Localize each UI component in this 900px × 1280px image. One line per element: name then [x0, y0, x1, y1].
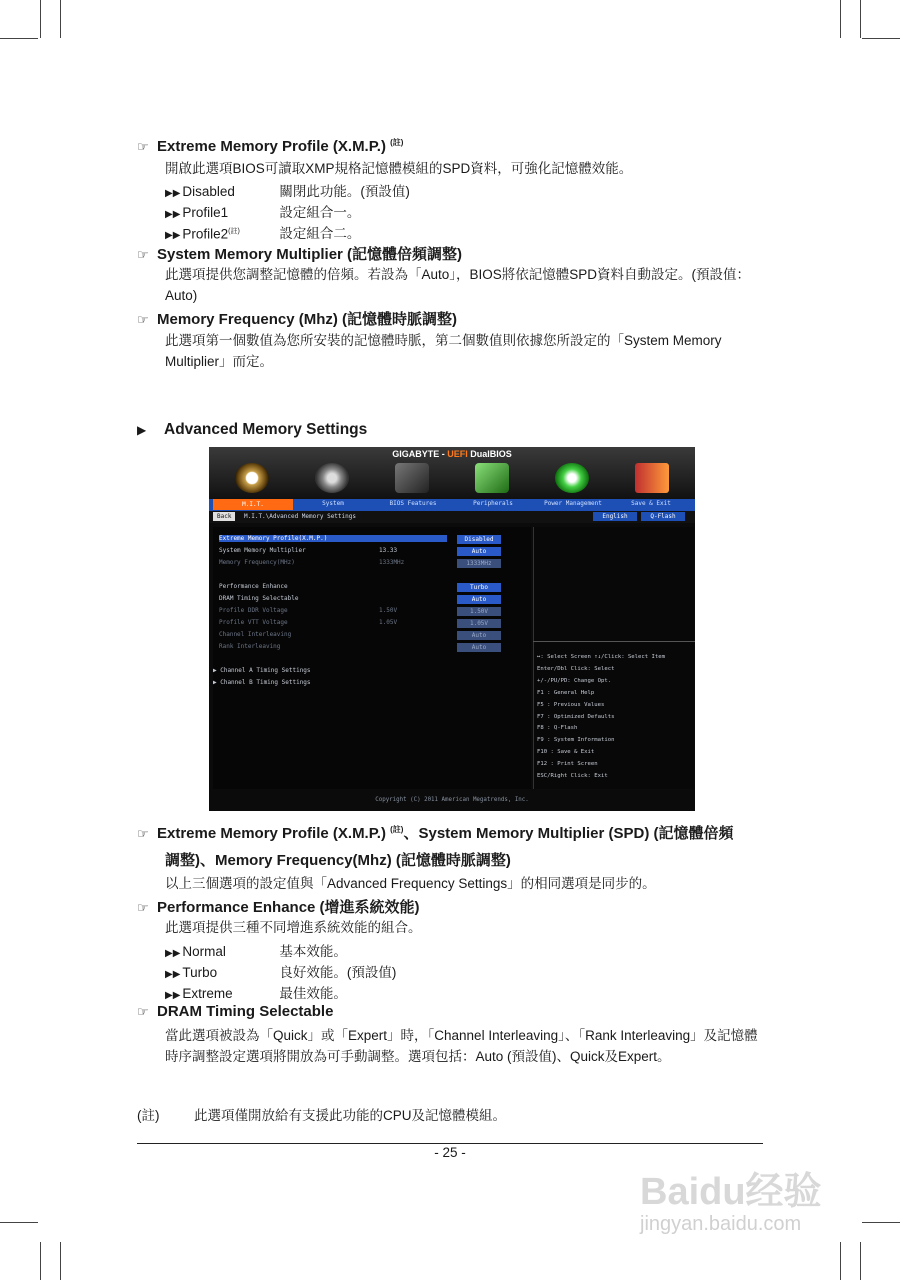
double-arrow-icon: ▶▶ — [165, 230, 181, 241]
bios-setting-button[interactable]: Turbo — [457, 583, 501, 592]
help-line: F7 : Optimized Defaults — [537, 713, 615, 720]
double-arrow-icon: ▶▶ — [165, 948, 181, 959]
crop-mark — [40, 0, 41, 38]
help-line: F9 : System Information — [537, 737, 615, 744]
note-text: 此選項僅開放給有支援此功能的CPU及記憶體模組。 — [194, 1108, 507, 1123]
crop-mark — [860, 0, 861, 38]
section-heading-xmp: ☞ Extreme Memory Profile (X.M.P.) $^{(註)}$ — [137, 138, 404, 155]
section-heading-performance: ☞ Performance Enhance (增進系統效能) — [137, 899, 420, 916]
language-button[interactable]: English — [593, 512, 637, 521]
bios-setting-value: 1333MHz — [379, 559, 405, 566]
breadcrumb — [209, 511, 695, 523]
bios-setting-label[interactable]: DRAM Timing Selectable — [219, 595, 299, 602]
crop-mark — [840, 1242, 841, 1280]
option-row: ▶▶ Extreme 最佳效能。 — [165, 986, 347, 1001]
option-row: ▶▶ Disabled 關閉此功能。(預設值) — [165, 184, 410, 199]
bios-setting-button[interactable]: Disabled — [457, 535, 501, 544]
exit-door-icon[interactable] — [635, 463, 669, 493]
triangle-right-icon: ▶ — [137, 423, 147, 437]
bios-setting-button[interactable]: Auto — [457, 595, 501, 604]
pointing-hand-icon: ☞ — [137, 1004, 149, 1019]
section-heading-dram: ☞ DRAM Timing Selectable — [137, 1003, 334, 1020]
pointing-hand-icon: ☞ — [137, 247, 149, 262]
bios-setting-label[interactable]: Memory Frequency(MHz) — [219, 559, 295, 566]
help-line: Enter/Dbl Click: Select — [537, 665, 615, 672]
help-line: +/-/PU/PD: Change Opt. — [537, 677, 612, 684]
peripherals-icon[interactable] — [475, 463, 509, 493]
bios-setting-button[interactable]: Auto — [457, 547, 501, 556]
option-row: ▶▶ Turbo 良好效能。(預設值) — [165, 965, 397, 980]
section-heading-frequency: ☞ Memory Frequency (Mhz) (記憶體時脈調整) — [137, 311, 458, 328]
pointing-hand-icon: ☞ — [137, 312, 149, 327]
double-arrow-icon: ▶▶ — [165, 209, 181, 220]
crop-mark — [862, 1222, 900, 1223]
bios-setting-value: 13.33 — [379, 547, 398, 554]
section-heading-combo-cont: 調整)、Memory Frequency(Mhz) (記憶體時脈調整) — [165, 852, 511, 869]
advanced-title: ▶ Advanced Memory Settings — [137, 421, 368, 438]
pointing-hand-icon: ☞ — [137, 900, 149, 915]
back-button[interactable]: Back — [213, 512, 235, 521]
q-flash-button[interactable]: Q-Flash — [641, 512, 685, 521]
bios-setting-label[interactable]: Channel Interleaving — [219, 631, 292, 638]
help-line: F5 : Previous Values — [537, 701, 605, 708]
crop-mark — [0, 1222, 38, 1223]
double-arrow-icon: ▶▶ — [165, 969, 181, 980]
power-icon[interactable] — [555, 463, 589, 493]
page-number: - 25 - — [434, 1145, 466, 1160]
watermark-logo: Baidu经验 — [640, 1171, 822, 1213]
section-heading-combo: ☞ Extreme Memory Profile (X.M.P.) $^{(註)}$、System Memory Multiplier (SPD) (記憶體倍頻 — [137, 825, 734, 842]
bios-setting-button[interactable]: 1.50V — [457, 607, 501, 616]
double-arrow-icon: ▶▶ — [165, 188, 181, 199]
bios-setting-value: 1.05V — [379, 619, 398, 626]
crop-mark — [60, 0, 61, 38]
performance-description: 此選項提供三種不同增進系統效能的組合。 — [165, 920, 422, 935]
watermark-url: jingyan.baidu.com — [640, 1213, 802, 1235]
crop-mark — [862, 38, 900, 39]
crop-mark — [60, 1242, 61, 1280]
bios-submenu-link[interactable]: ▶ Channel B Timing Settings — [213, 679, 311, 686]
pointing-hand-icon: ☞ — [137, 139, 149, 154]
bios-setting-button[interactable]: Auto — [457, 643, 501, 652]
crop-mark — [0, 38, 38, 39]
pointing-hand-icon: ☞ — [137, 826, 149, 841]
tab-peripherals[interactable]: Peripherals — [473, 500, 513, 507]
double-arrow-icon: ▶▶ — [165, 990, 181, 1001]
settings-panel — [213, 527, 531, 789]
help-line: F12 : Print Screen — [537, 761, 598, 768]
multiplier-description: 此選項提供您調整記憶體的倍頻。若設為「Auto」，BIOS將依記憶體SPD資料自動設定。(預設值：Auto) — [165, 267, 751, 303]
note-label: (註) — [137, 1108, 160, 1123]
bios-screenshot — [209, 447, 695, 811]
gears-icon[interactable] — [315, 463, 349, 493]
bios-setting-button[interactable]: 1333MHz — [457, 559, 501, 568]
frequency-description: 此選項第一個數值為您所安裝的記憶體時脈，第二個數值則依據您所設定的「System Memory Multiplier」而定。 — [165, 333, 722, 369]
xmp-description: 開啟此選項BIOS可讀取XMP規格記憶體模組的SPD資料，可強化記憶體效能。 — [165, 161, 633, 176]
help-line: F10 : Save & Exit — [537, 749, 595, 756]
chip-icon[interactable] — [395, 463, 429, 493]
bios-setting-label[interactable]: Profile VTT Voltage — [219, 619, 288, 626]
breadcrumb-path: M.I.T.\Advanced Memory Settings — [244, 513, 356, 520]
option-row: ▶▶ Normal 基本效能。 — [165, 944, 347, 959]
bios-setting-label[interactable]: Extreme Memory Profile(X.M.P.) — [219, 535, 447, 542]
bios-setting-button[interactable]: Auto — [457, 631, 501, 640]
bios-brand: GIGABYTE - UEFI DualBIOS — [392, 449, 512, 459]
section-heading-multiplier: ☞ System Memory Multiplier (記憶體倍頻調整) — [137, 246, 463, 263]
bios-setting-label[interactable]: System Memory Multiplier — [219, 547, 306, 554]
help-line: ESC/Right Click: Exit — [537, 773, 608, 779]
bios-setting-label[interactable]: Performance Enhance — [219, 583, 288, 590]
tab-save-exit[interactable]: Save & Exit — [631, 500, 671, 507]
help-line: F1 : General Help — [537, 689, 595, 696]
dram-description: 當此選項被設為「Quick」或「Expert」時，「Channel Interleaving」、「Rank Interleaving」及記憶體時序調整設定選項將開放為可手動調整。選項包括：Auto (預設值)、Quick及Expert。 — [165, 1028, 758, 1064]
crop-mark — [840, 0, 841, 38]
combo-description: 以上三個選項的設定值與「Advanced Frequency Settings」的相同選項是同步的。 — [165, 876, 656, 891]
footer-rule — [137, 1143, 763, 1144]
tab-mit[interactable]: M.I.T. — [213, 499, 293, 510]
tab-bios-features[interactable]: BIOS Features — [389, 500, 437, 507]
bios-tab-bar — [209, 499, 695, 511]
bios-setting-button[interactable]: 1.05V — [457, 619, 501, 628]
bios-setting-label[interactable]: Profile DDR Voltage — [219, 607, 288, 614]
option-row: ▶▶ Profile1 設定組合一。 — [165, 205, 361, 220]
help-line: ↔: Select Screen ↑↓/Click: Select Item — [537, 654, 665, 660]
option-row: ▶▶ $Profile2^{(註)}$ 設定組合二。 — [165, 226, 361, 241]
divider — [533, 641, 695, 642]
tab-power-management[interactable]: Power Management — [544, 500, 602, 507]
crop-mark — [860, 1242, 861, 1280]
help-line: F8 : Q-Flash — [537, 725, 578, 732]
bios-submenu-link[interactable]: ▶ Channel A Timing Settings — [213, 667, 311, 674]
bios-setting-label[interactable]: Rank Interleaving — [219, 643, 281, 650]
tab-system[interactable]: System — [322, 500, 344, 507]
bios-setting-value: 1.50V — [379, 607, 398, 614]
crop-mark — [40, 1242, 41, 1280]
gauge-icon[interactable] — [235, 463, 269, 493]
copyright: Copyright (C) 2011 American Megatrends, Inc. — [375, 797, 529, 803]
